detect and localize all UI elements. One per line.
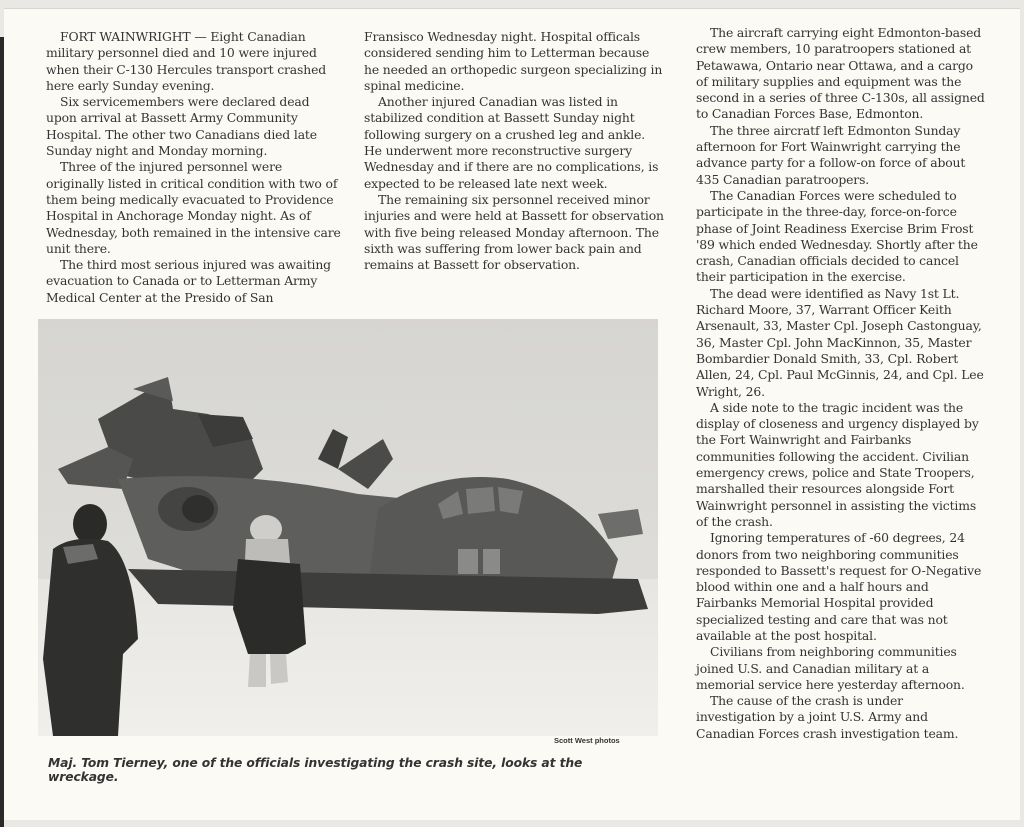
article-paragraph: FORT WAINWRIGHT — Eight Canadian military personnel died and 10 were injured when their C-130 Hercules transport crashed here early Sunday evening. xyxy=(46,29,327,93)
article-paragraph: Civilians from neighboring communities joined U.S. and Canadian military at a memorial service here yesterday afternoon. xyxy=(696,644,965,692)
article-column-1 xyxy=(46,29,342,306)
photo-credit: Scott West photos xyxy=(554,736,620,745)
article-paragraph: The cause of the crash is under investigation by a joint U.S. Army and Canadian Forces crash investigation team. xyxy=(696,693,959,741)
article-paragraph: Three of the injured personnel were originally listed in critical condition with two of them being medically evacuated to Providence Hospital in Anchorage Monday night. As of Wednesday, both remained in the intensive care unit there. xyxy=(46,159,341,256)
article-paragraph: Six servicemembers were declared dead upon arrival at Bassett Army Community Hospital. The other two Canadians died late Sunday night and Monday morning. xyxy=(46,94,317,159)
article-paragraph: The aircraft carrying eight Edmonton-based crew members, 10 paratroopers stationed at Petawawa, Ontario near Ottawa, and a cargo of military supplies and equipment was the second in a series of three C-130s, all assigned to Canadian Forces Base, Edmonton. xyxy=(696,25,985,122)
engine-intake xyxy=(182,495,214,523)
article-paragraph: Fransisco Wednesday night. Hospital officals considered sending him to Letterman because he needed an orthopedic surgeon specializing in spinal medicine. xyxy=(364,29,663,93)
article-paragraph: The dead were identified as Navy 1st Lt. Richard Moore, 37, Warrant Officer Keith Arsenault, 33, Master Cpl. Joseph Castonguay, 36, Master Cpl. John MacKinnon, 35, Master Bombardier Donald Smith, 33, Cpl. Robert Allen, 24, Cpl. Paul McGinnis, 24, and Cpl. Lee Wright, 26. xyxy=(696,285,984,399)
article-paragraph: The three aircratf left Edmonton Sunday afternoon for Fort Wainwright carrying the advance party for a follow-on force of about 435 Canadian paratroopers. xyxy=(696,122,966,187)
photo-caption: Maj. Tom Tierney, one of the officials investigating the crash site, looks at the wreckage. xyxy=(48,756,583,784)
article-paragraph: Another injured Canadian was listed in stabilized condition at Bassett Sunday night following surgery on a crushed leg and ankle. He underwent more reconstructive surgery Wednesday and if there are no complications, is expected to be released late next week. xyxy=(364,94,659,191)
article-paragraph: Ignoring temperatures of -60 degrees, 24 donors from two neighboring communities responded to Bassett's request for O-Negative blood within one and a half hours and Fairbanks Memorial Hospital provided specialized testing and care that was not available at the post hospital. xyxy=(696,530,982,643)
article-paragraph: A side note to the tragic incident was the display of closeness and urgency displayed by the Fort Wainwright and Fairbanks communities following the accident. Civilian emergency crews, police and State Troopers, marshalled their resources alongside Fort Wainwright personnel in assisting the victims of the crash. xyxy=(696,399,979,529)
crash-photo xyxy=(38,319,658,736)
article-column-3 xyxy=(696,25,986,742)
article-paragraph: The Canadian Forces were scheduled to participate in the three-day, force-on-force phase of Joint Readiness Exercise Brim Frost '89 which ended Wednesday. Shortly after the crash, Canadian officials decided to cancel their participation in the exercise. xyxy=(696,187,978,285)
article-column-2 xyxy=(364,29,664,273)
article-paragraph: The remaining six personnel received minor injuries and were held at Bassett for observation with five being released Monday afternoon. The sixth was suffering from lower back pain and remains at Bassett for observation. xyxy=(364,191,664,273)
crash-photo-illustration xyxy=(38,319,658,736)
newspaper-page xyxy=(4,8,1020,820)
article-paragraph: The third most serious injured was awaiting evacuation to Canada or to Letterman Army Medical Center at the Presido of San xyxy=(46,257,331,305)
